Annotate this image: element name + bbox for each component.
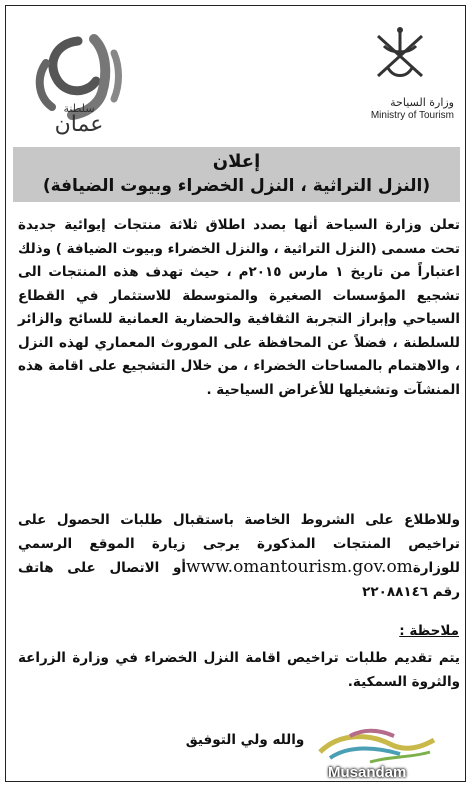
body-paragraph-2 (18, 509, 460, 604)
oman-emblem-icon (370, 24, 430, 86)
body-paragraph-1: تعلن وزارة السياحة أنها بصدد اطلاق ثلاثة منتجات إيوائية جديدة تحت مسمى (النزل التراثية ، والنزل الخضراء وبيوت الضيافة ) وذلك اعتباراً من تاريخ ١ مارس ٢٠١٥م ، حيث تهدف هذه المنتجات الى تشجيع المؤسسات الصغيرة والمتوسطة للاستثمار في القطاع السياحي وإبراز التجربة الثقافية والحضارية العمانية للسائح والزائر للسلطنة ، فضلاً عن المحافظة على الموروث المعماري لهذه النزل ، والاهتمام بالمساحات الخضراء ، من خلال التشجيع على اقامة هذه المنشآت وتشغيلها للأغراض السياحية . (18, 217, 461, 398)
ministry-name-english: Ministry of Tourism (370, 110, 454, 121)
watermark-text: Musandam (328, 764, 407, 781)
body-paragraph-3: يتم تقديم طلبات تراخيص اقامة النزل الخضراء في وزارة الزراعة والثروة السمكية. (18, 650, 460, 690)
phone-text: أو الاتصال على هاتف رقم ٢٢٠٨٨١٤٦ (18, 560, 460, 600)
watermark-logo (310, 722, 440, 766)
announcement-subtitle: (النزل التراثية ، النزل الخضراء وبيوت الضيافة) (42, 176, 431, 196)
oman-logo-text-bottom: عمان (54, 112, 104, 137)
website-link[interactable]: www.omantourism.gov.om (186, 557, 413, 577)
paragraph-2-text: وللاطلاع على الشروط الخاصة باستقبال طلبات الحصول على تراخيص المنتجات المذكورة يرجى زيارة الموقع الرسمي للوزارة (18, 512, 460, 576)
ministry-name-arabic: وزارة السياحة (390, 96, 454, 109)
announcement-title-box (13, 147, 460, 202)
oman-logo-text-top: سلطنة (63, 102, 95, 115)
note-label: ملاحظة : (399, 623, 459, 639)
closing-phrase: والله ولي التوفيق (185, 732, 305, 748)
announcement-title: إعلان (212, 151, 261, 172)
